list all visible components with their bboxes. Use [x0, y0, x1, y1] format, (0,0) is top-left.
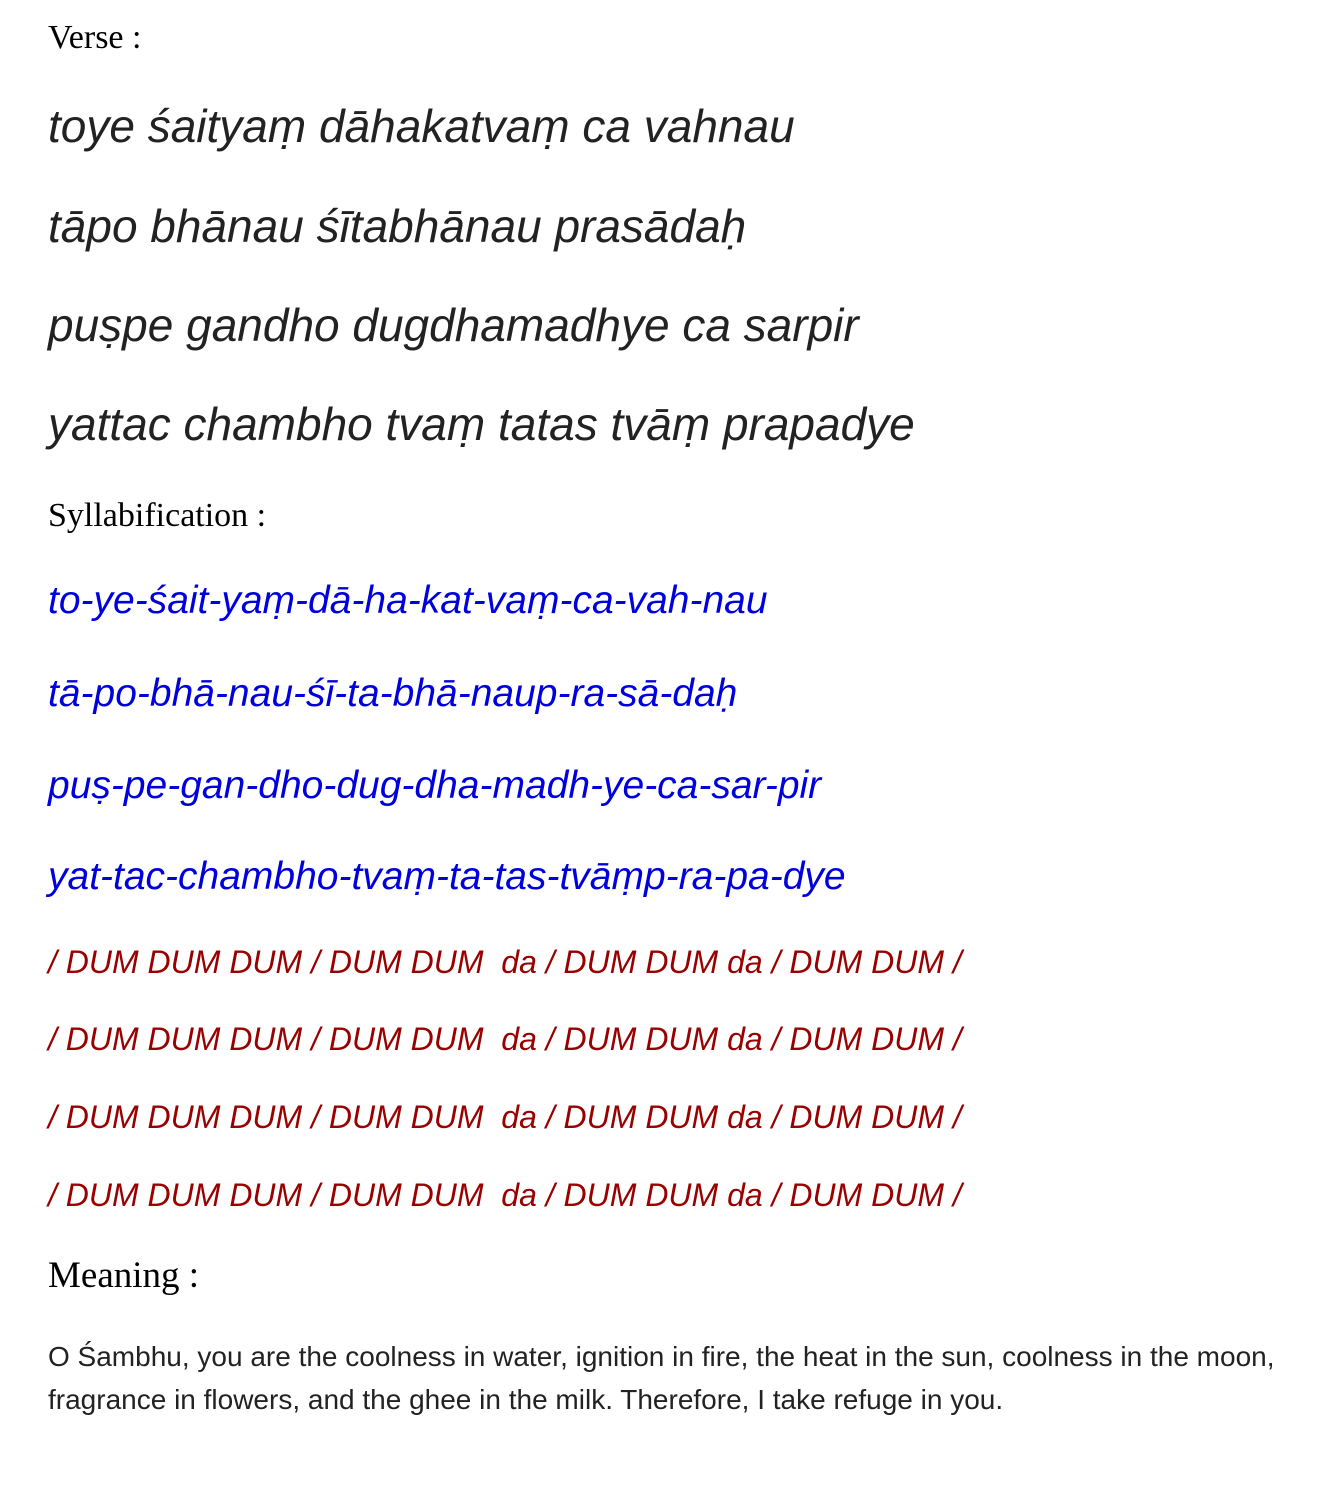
meter-line: / DUM DUM DUM / DUM DUM da / DUM DUM da / DUM DUM / — [48, 1021, 962, 1057]
verse-line: tāpo bhānau śītabhānau prasādaḥ — [48, 200, 747, 252]
meaning-heading: Meaning : — [48, 1255, 200, 1296]
verse-line: puṣpe gandho dugdhamadhye ca sarpir — [48, 299, 859, 351]
verse-heading: Verse : — [48, 19, 142, 56]
meaning-paragraph: O Śambhu, you are the coolness in water, ignition in fire, the heat in the sun, coolness in the moon, fragrance in flowers, and the ghee in the milk. Therefore, I take refuge in you. — [48, 1341, 1275, 1415]
syllabification-line: tā-po-bhā-nau-śī-ta-bhā-naup-ra-sā-daḥ — [48, 672, 738, 715]
verse-line: toye śaityaṃ dāhakatvaṃ ca vahnau — [48, 100, 795, 152]
syllabification-line: to-ye-śait-yaṃ-dā-ha-kat-vaṃ-ca-vah-nau — [48, 579, 768, 622]
verse-line: yattac chambho tvaṃ tatas tvāṃ prapadye — [48, 398, 915, 450]
syllabification-line: yat-tac-chambho-tvaṃ-ta-tas-tvāṃp-ra-pa-dye — [48, 855, 846, 898]
meter-line: / DUM DUM DUM / DUM DUM da / DUM DUM da / DUM DUM / — [48, 944, 962, 980]
meter-line: / DUM DUM DUM / DUM DUM da / DUM DUM da / DUM DUM / — [48, 1099, 962, 1135]
syllabification-heading: Syllabification : — [48, 497, 267, 534]
meter-line: / DUM DUM DUM / DUM DUM da / DUM DUM da / DUM DUM / — [48, 1177, 962, 1213]
syllabification-line: puṣ-pe-gan-dho-dug-dha-madh-ye-ca-sar-pir — [48, 764, 822, 807]
